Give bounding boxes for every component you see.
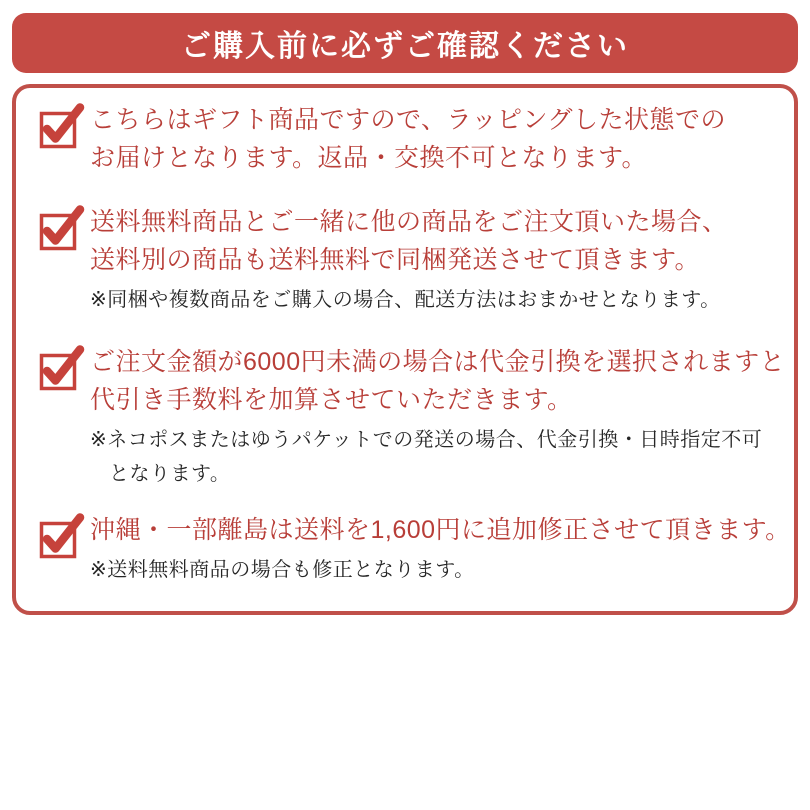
notice-text-line: 送料別の商品も送料無料で同梱発送させて頂きます。 (90, 246, 701, 274)
notice-item-cod-fee (38, 343, 786, 491)
checked-checkbox-icon (38, 102, 85, 149)
notice-text-line: ご注文金額が6000円未満の場合は代金引換を選択されますと (90, 348, 786, 376)
notice-text-line: 沖縄・一部離島は送料を1,600円に追加修正させて頂きます。 (90, 516, 791, 544)
checked-checkbox-icon (38, 204, 85, 251)
notice-item-okinawa-fee (38, 511, 791, 587)
notice-note-line: ※送料無料商品の場合も修正となります。 (90, 559, 475, 581)
notice-item-text (90, 101, 776, 177)
notice-text-line: お届けとなります。返品・交換不可となります。 (90, 144, 648, 172)
notice-item-text (90, 343, 786, 491)
notice-box (12, 84, 798, 615)
notice-note-line: ※同梱や複数商品をご購入の場合、配送方法はおまかせとなります。 (90, 289, 721, 311)
notice-text-line: こちらはギフト商品ですので、ラッピングした状態での (90, 106, 727, 134)
checked-checkbox-icon (38, 344, 85, 391)
notice-note-line: ※ネコポスまたはゆうパケットでの発送の場合、代金引換・日時指定不可 (90, 429, 763, 451)
page-title: ご購入前に必ずご確認ください (181, 30, 629, 63)
notice-text-line: 代引き手数料を加算させていただきます。 (90, 386, 573, 414)
notice-item-text (90, 203, 776, 317)
notice-note-line: となります。 (109, 463, 231, 485)
notice-item-text (90, 511, 791, 587)
notice-item-shipping-bundle (38, 203, 776, 317)
notice-item-gift (38, 101, 776, 177)
notice-text-line: 送料無料商品とご一緒に他の商品をご注文頂いた場合、 (90, 208, 728, 236)
checked-checkbox-icon (38, 512, 85, 559)
header-banner (12, 13, 798, 73)
